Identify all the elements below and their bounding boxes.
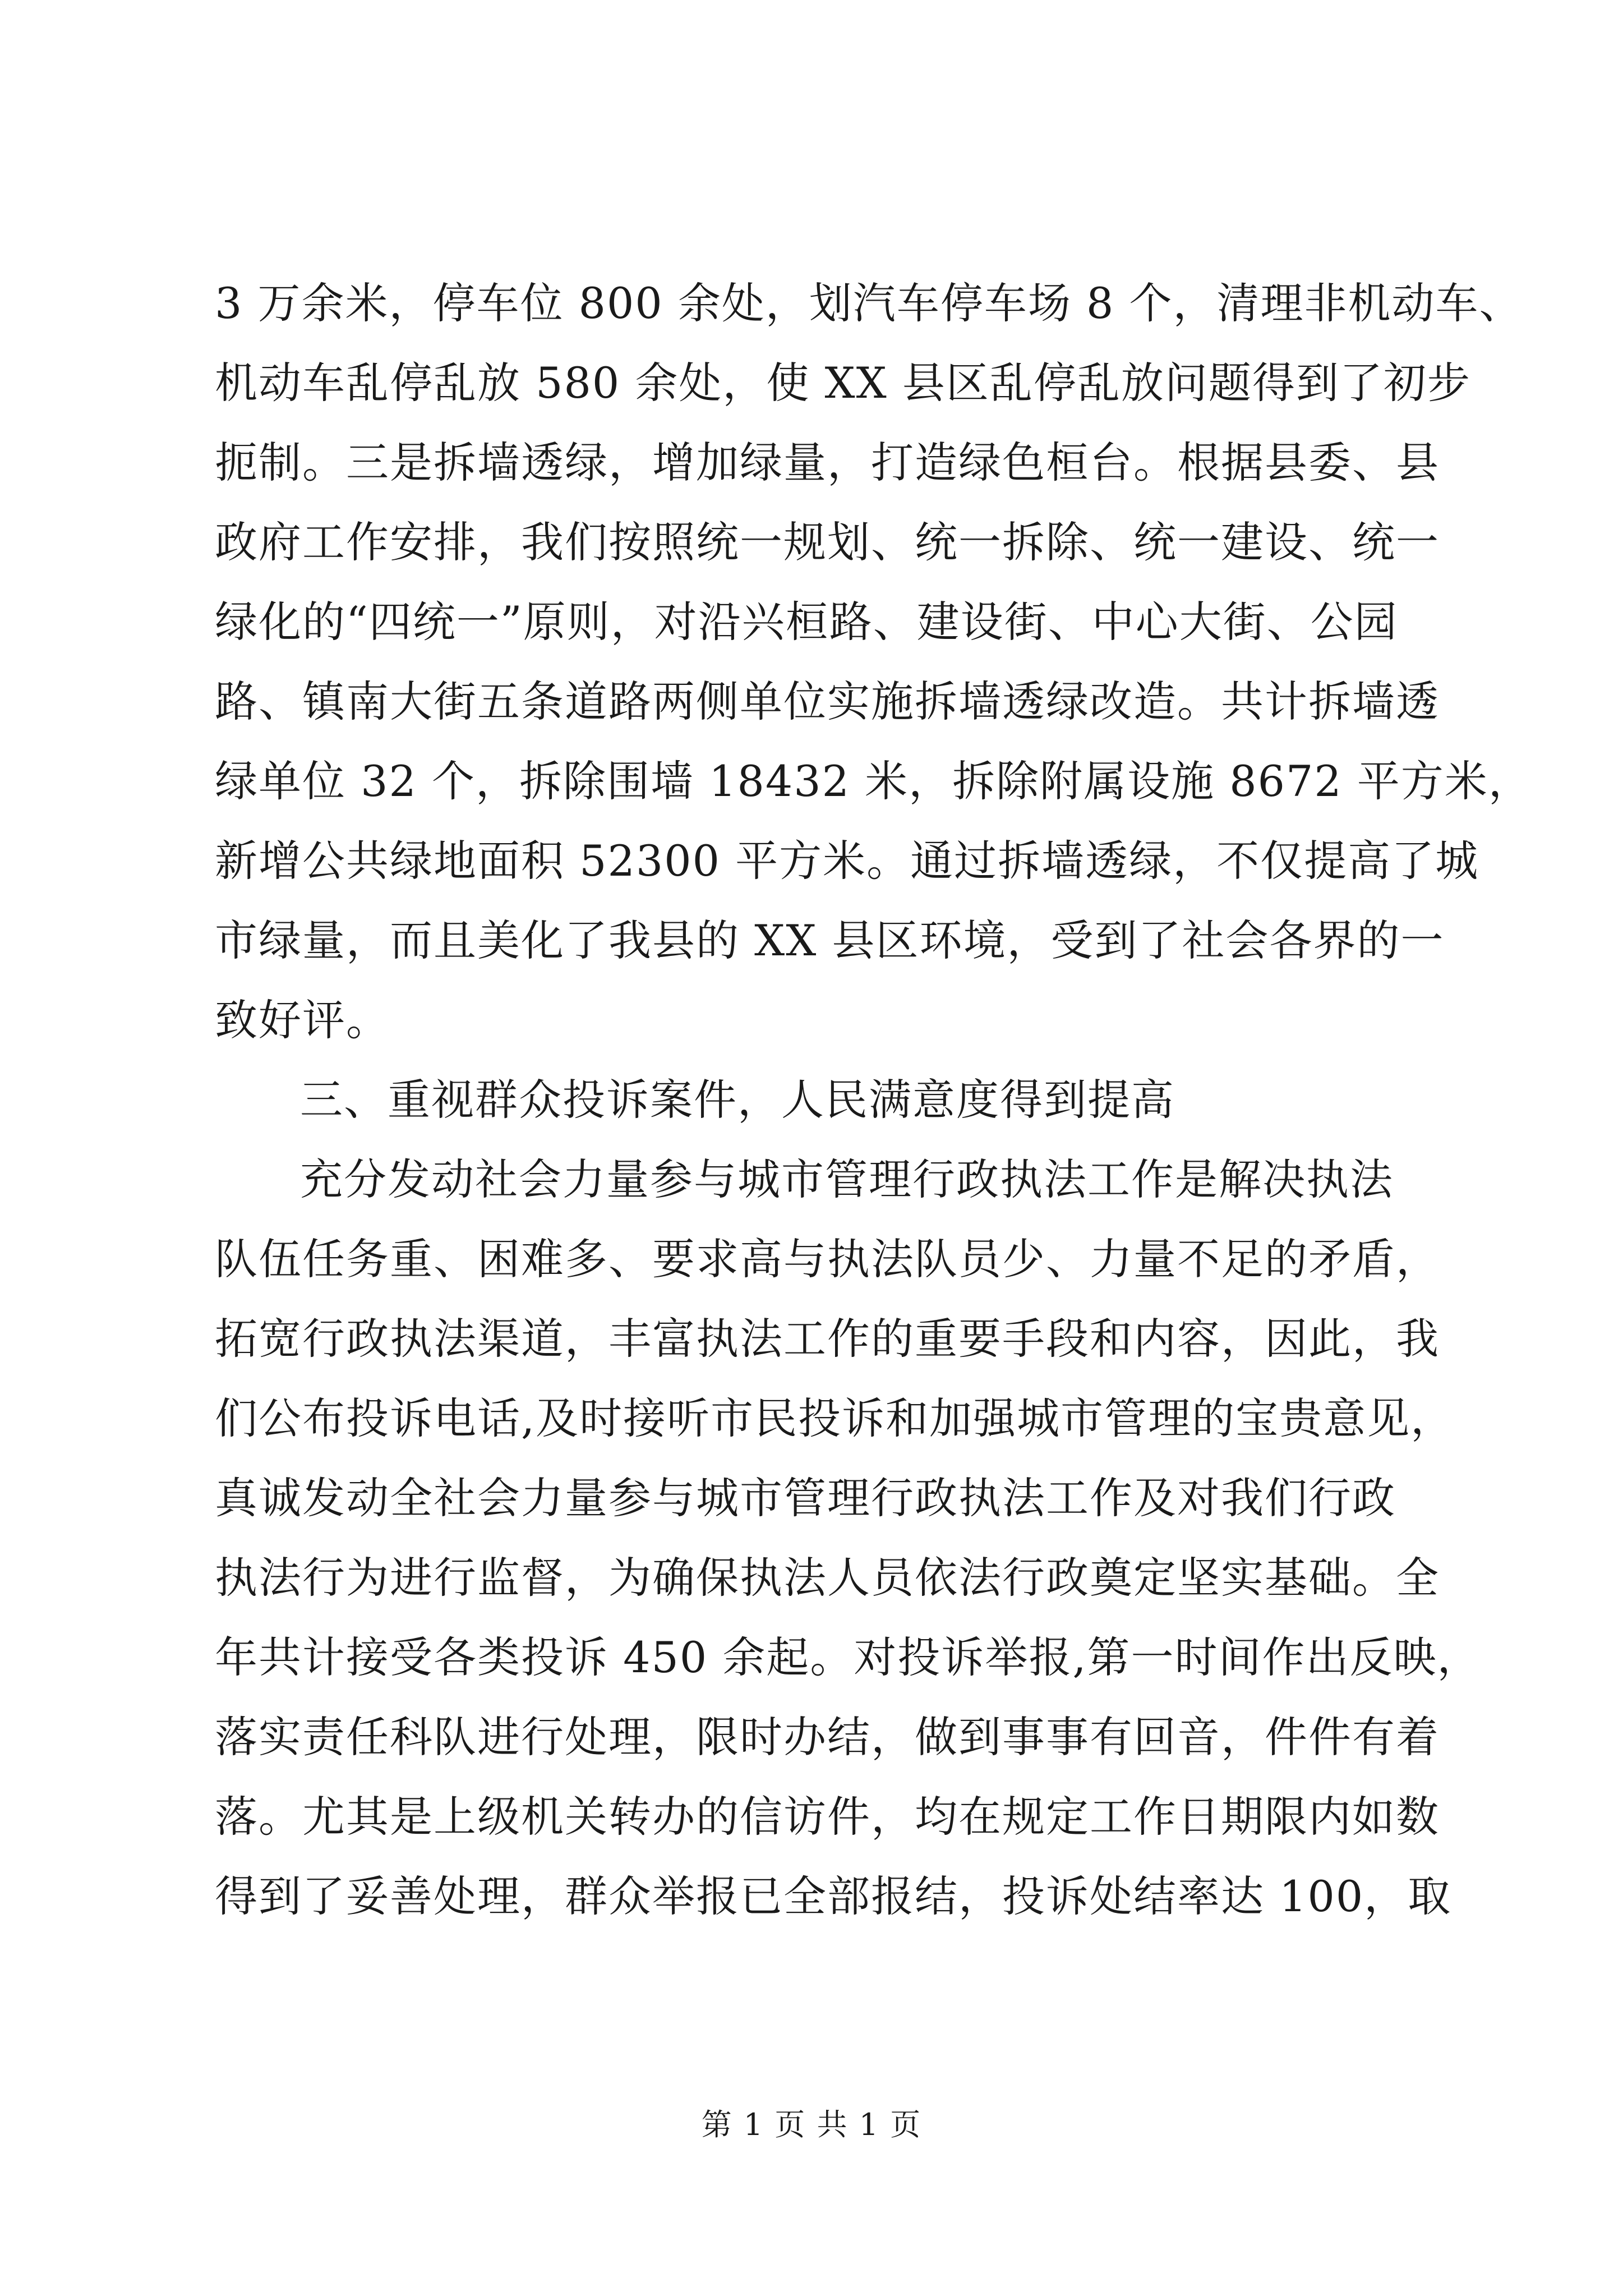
text-line: 落实责任科队进行处理，限时办结，做到事事有回音，件件有着 [215,1712,1440,1762]
text-line: 路、镇南大街五条道路两侧单位实施拆墙透绿改造。共计拆墙透 [215,677,1440,726]
text-line: 致好评。 [215,995,390,1045]
text-line: 拓宽行政执法渠道，丰富执法工作的重要手段和内容，因此，我 [215,1314,1440,1364]
text-line: 扼制。三是拆墙透绿，增加绿量，打造绿色桓台。根据县委、县 [215,438,1440,487]
text-line: 队伍任务重、困难多、要求高与执法队员少、力量不足的矛盾， [215,1234,1440,1284]
text-line: 政府工作安排，我们按照统一规划、统一拆除、统一建设、统一 [215,517,1440,567]
document-body [215,264,1532,1936]
text-line: 落。尤其是上级机关转办的信访件，均在规定工作日期限内如数 [215,1792,1440,1842]
text-line: 3 万余米，停车位 800 余处，划汽车停车场 8 个，清理非机动车、 [215,278,1523,328]
text-line: 得到了妥善处理，群众举报已全部报结，投诉处结率达 100，取 [215,1871,1452,1921]
text-line: 机动车乱停乱放 580 余处，使 XX 县区乱停乱放问题得到了初步 [215,358,1471,408]
text-line: 年共计接受各类投诉 450 余起。对投诉举报,第一时间作出反映， [215,1632,1481,1682]
body-text [215,264,1532,1936]
text-line: 绿单位 32 个，拆除围墙 18432 米，拆除附属设施 8672 平方米， [215,756,1532,806]
text-line: 们公布投诉电话,及时接听市民投诉和加强城市管理的宝贵意见， [215,1393,1455,1443]
text-line: 绿化的“四统一”原则，对沿兴桓路、建设街、中心大街、公园 [215,597,1398,647]
page-number: 第 1 页 共 1 页 [701,2107,922,2142]
text-line: 真诚发动全社会力量参与城市管理行政执法工作及对我们行政 [215,1473,1396,1523]
text-line: 市绿量，而且美化了我县的 XX 县区环境，受到了社会各界的一 [215,915,1445,965]
text-line: 充分发动社会力量参与城市管理行政执法工作是解决执法 [300,1154,1394,1204]
page-footer [0,2101,1623,2144]
text-line: 新增公共绿地面积 52300 平方米。通过拆墙透绿，不仅提高了城 [215,836,1479,886]
section-heading: 三、重视群众投诉案件，人民满意度得到提高 [300,1075,1175,1125]
text-line: 执法行为进行监督，为确保执法人员依法行政奠定坚实基础。全 [215,1553,1440,1603]
